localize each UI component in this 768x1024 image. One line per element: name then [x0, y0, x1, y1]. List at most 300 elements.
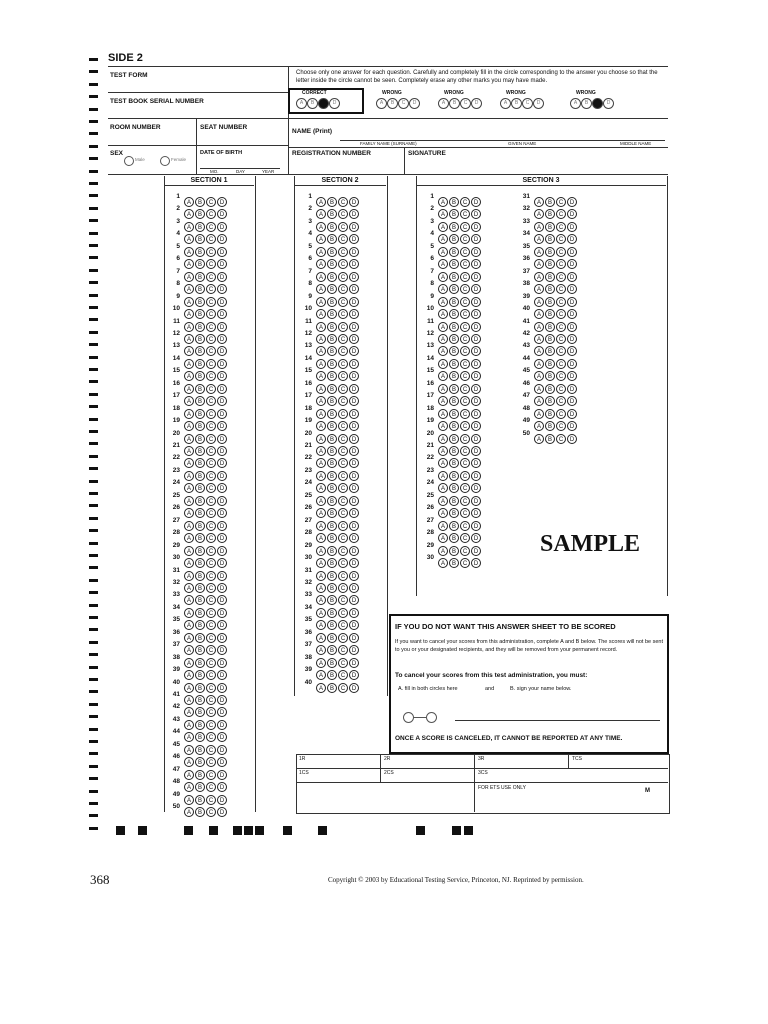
- answer-bubble[interactable]: D: [349, 458, 359, 468]
- answer-bubble[interactable]: A: [438, 209, 448, 219]
- answer-bubble[interactable]: B: [327, 334, 337, 344]
- answer-bubble[interactable]: C: [206, 234, 216, 244]
- answer-bubble[interactable]: A: [534, 322, 544, 332]
- answer-bubble[interactable]: D: [349, 595, 359, 605]
- answer-bubble[interactable]: C: [338, 434, 348, 444]
- answer-bubble[interactable]: A: [184, 471, 194, 481]
- answer-bubble[interactable]: B: [195, 720, 205, 730]
- answer-bubble[interactable]: A: [534, 346, 544, 356]
- answer-bubble[interactable]: C: [556, 297, 566, 307]
- answer-bubble[interactable]: D: [217, 745, 227, 755]
- answer-bubble[interactable]: C: [206, 583, 216, 593]
- answer-bubble[interactable]: B: [449, 209, 459, 219]
- answer-bubble[interactable]: C: [556, 197, 566, 207]
- answer-bubble[interactable]: B: [327, 434, 337, 444]
- answer-bubble[interactable]: A: [184, 795, 194, 805]
- answer-bubble[interactable]: D: [349, 645, 359, 655]
- answer-bubble[interactable]: A: [438, 272, 448, 282]
- answer-bubble[interactable]: B: [545, 309, 555, 319]
- answer-bubble[interactable]: A: [438, 222, 448, 232]
- answer-bubble[interactable]: C: [206, 446, 216, 456]
- answer-bubble[interactable]: D: [217, 234, 227, 244]
- answer-bubble[interactable]: D: [217, 807, 227, 817]
- answer-bubble[interactable]: C: [556, 247, 566, 257]
- answer-bubble[interactable]: D: [471, 346, 481, 356]
- answer-bubble[interactable]: B: [545, 409, 555, 419]
- answer-bubble[interactable]: D: [217, 396, 227, 406]
- answer-bubble[interactable]: D: [349, 346, 359, 356]
- answer-bubble[interactable]: D: [471, 396, 481, 406]
- answer-bubble[interactable]: B: [195, 359, 205, 369]
- answer-bubble[interactable]: B: [195, 757, 205, 767]
- answer-bubble[interactable]: B: [195, 683, 205, 693]
- answer-bubble[interactable]: A: [184, 396, 194, 406]
- answer-bubble[interactable]: D: [567, 209, 577, 219]
- answer-bubble[interactable]: D: [471, 483, 481, 493]
- answer-bubble[interactable]: A: [438, 197, 448, 207]
- answer-bubble[interactable]: A: [316, 209, 326, 219]
- answer-bubble[interactable]: B: [449, 421, 459, 431]
- answer-bubble[interactable]: C: [556, 272, 566, 282]
- answer-bubble[interactable]: A: [316, 683, 326, 693]
- answer-bubble[interactable]: A: [184, 558, 194, 568]
- answer-bubble[interactable]: C: [460, 458, 470, 468]
- answer-bubble[interactable]: A: [534, 421, 544, 431]
- answer-bubble[interactable]: A: [316, 259, 326, 269]
- answer-bubble[interactable]: A: [534, 371, 544, 381]
- answer-bubble[interactable]: A: [316, 197, 326, 207]
- answer-bubble[interactable]: D: [567, 421, 577, 431]
- answer-bubble[interactable]: A: [534, 334, 544, 344]
- answer-bubble[interactable]: D: [349, 496, 359, 506]
- answer-bubble[interactable]: D: [567, 297, 577, 307]
- answer-bubble[interactable]: A: [184, 683, 194, 693]
- answer-bubble[interactable]: C: [460, 384, 470, 394]
- answer-bubble[interactable]: B: [195, 670, 205, 680]
- answer-bubble[interactable]: B: [449, 434, 459, 444]
- answer-bubble[interactable]: C: [206, 259, 216, 269]
- answer-bubble[interactable]: C: [338, 533, 348, 543]
- answer-bubble[interactable]: C: [338, 483, 348, 493]
- answer-bubble[interactable]: C: [556, 334, 566, 344]
- answer-bubble[interactable]: B: [195, 458, 205, 468]
- answer-bubble[interactable]: C: [338, 396, 348, 406]
- answer-bubble[interactable]: C: [338, 683, 348, 693]
- answer-bubble[interactable]: B: [545, 384, 555, 394]
- answer-bubble[interactable]: B: [195, 346, 205, 356]
- answer-bubble[interactable]: C: [206, 371, 216, 381]
- answer-bubble[interactable]: D: [471, 322, 481, 332]
- answer-bubble[interactable]: D: [471, 546, 481, 556]
- answer-bubble[interactable]: D: [217, 322, 227, 332]
- answer-bubble[interactable]: B: [195, 209, 205, 219]
- answer-bubble[interactable]: D: [217, 658, 227, 668]
- answer-bubble[interactable]: C: [338, 571, 348, 581]
- answer-bubble[interactable]: B: [449, 409, 459, 419]
- answer-bubble[interactable]: C: [206, 458, 216, 468]
- answer-bubble[interactable]: D: [217, 334, 227, 344]
- answer-bubble[interactable]: A: [316, 409, 326, 419]
- answer-bubble[interactable]: B: [545, 434, 555, 444]
- answer-bubble[interactable]: C: [556, 359, 566, 369]
- answer-bubble[interactable]: D: [217, 633, 227, 643]
- answer-bubble[interactable]: D: [349, 508, 359, 518]
- answer-bubble[interactable]: D: [217, 695, 227, 705]
- answer-bubble[interactable]: B: [449, 384, 459, 394]
- answer-bubble[interactable]: C: [206, 645, 216, 655]
- answer-bubble[interactable]: B: [327, 409, 337, 419]
- answer-bubble[interactable]: D: [349, 670, 359, 680]
- answer-bubble[interactable]: B: [195, 770, 205, 780]
- answer-bubble[interactable]: C: [460, 434, 470, 444]
- answer-bubble[interactable]: D: [349, 222, 359, 232]
- answer-bubble[interactable]: A: [316, 309, 326, 319]
- answer-bubble[interactable]: B: [327, 322, 337, 332]
- answer-bubble[interactable]: D: [349, 421, 359, 431]
- answer-bubble[interactable]: D: [217, 595, 227, 605]
- answer-bubble[interactable]: B: [545, 359, 555, 369]
- answer-bubble[interactable]: D: [217, 757, 227, 767]
- answer-bubble[interactable]: A: [184, 595, 194, 605]
- answer-bubble[interactable]: D: [349, 371, 359, 381]
- answer-bubble[interactable]: D: [349, 608, 359, 618]
- answer-bubble[interactable]: D: [471, 371, 481, 381]
- answer-bubble[interactable]: C: [460, 234, 470, 244]
- answer-bubble[interactable]: D: [349, 272, 359, 282]
- answer-bubble[interactable]: D: [217, 732, 227, 742]
- answer-bubble[interactable]: A: [438, 521, 448, 531]
- answer-bubble[interactable]: C: [338, 558, 348, 568]
- answer-bubble[interactable]: D: [217, 546, 227, 556]
- answer-bubble[interactable]: C: [206, 732, 216, 742]
- answer-bubble[interactable]: A: [184, 334, 194, 344]
- answer-bubble[interactable]: D: [567, 359, 577, 369]
- answer-bubble[interactable]: D: [217, 782, 227, 792]
- answer-bubble[interactable]: B: [195, 608, 205, 618]
- answer-bubble[interactable]: C: [556, 322, 566, 332]
- answer-bubble[interactable]: B: [449, 322, 459, 332]
- answer-bubble[interactable]: A: [316, 508, 326, 518]
- answer-bubble[interactable]: C: [206, 284, 216, 294]
- answer-bubble[interactable]: A: [184, 421, 194, 431]
- answer-bubble[interactable]: D: [567, 222, 577, 232]
- answer-bubble[interactable]: C: [206, 807, 216, 817]
- answer-bubble[interactable]: C: [338, 645, 348, 655]
- answer-bubble[interactable]: C: [556, 284, 566, 294]
- answer-bubble[interactable]: C: [460, 521, 470, 531]
- answer-bubble[interactable]: B: [327, 234, 337, 244]
- answer-bubble[interactable]: D: [567, 284, 577, 294]
- answer-bubble[interactable]: C: [460, 259, 470, 269]
- answer-bubble[interactable]: A: [438, 309, 448, 319]
- answer-bubble[interactable]: A: [534, 247, 544, 257]
- answer-bubble[interactable]: B: [327, 571, 337, 581]
- answer-bubble[interactable]: C: [460, 396, 470, 406]
- answer-bubble[interactable]: C: [206, 546, 216, 556]
- answer-bubble[interactable]: A: [438, 496, 448, 506]
- answer-bubble[interactable]: A: [184, 309, 194, 319]
- answer-bubble[interactable]: C: [206, 222, 216, 232]
- answer-bubble[interactable]: C: [338, 234, 348, 244]
- answer-bubble[interactable]: A: [438, 234, 448, 244]
- answer-bubble[interactable]: D: [567, 197, 577, 207]
- answer-bubble[interactable]: D: [567, 396, 577, 406]
- answer-bubble[interactable]: C: [460, 483, 470, 493]
- answer-bubble[interactable]: D: [567, 384, 577, 394]
- answer-bubble[interactable]: D: [567, 371, 577, 381]
- answer-bubble[interactable]: C: [206, 496, 216, 506]
- answer-bubble[interactable]: B: [195, 508, 205, 518]
- answer-bubble[interactable]: B: [449, 471, 459, 481]
- answer-bubble[interactable]: A: [184, 234, 194, 244]
- answer-bubble[interactable]: A: [534, 309, 544, 319]
- answer-bubble[interactable]: B: [195, 795, 205, 805]
- answer-bubble[interactable]: A: [316, 434, 326, 444]
- answer-bubble[interactable]: B: [449, 508, 459, 518]
- answer-bubble[interactable]: B: [449, 496, 459, 506]
- answer-bubble[interactable]: D: [217, 620, 227, 630]
- answer-bubble[interactable]: D: [217, 558, 227, 568]
- answer-bubble[interactable]: A: [184, 546, 194, 556]
- answer-bubble[interactable]: D: [567, 234, 577, 244]
- answer-bubble[interactable]: B: [327, 658, 337, 668]
- answer-bubble[interactable]: B: [545, 209, 555, 219]
- answer-bubble[interactable]: C: [556, 396, 566, 406]
- answer-bubble[interactable]: A: [438, 458, 448, 468]
- answer-bubble[interactable]: B: [545, 322, 555, 332]
- answer-bubble[interactable]: A: [316, 384, 326, 394]
- answer-bubble[interactable]: D: [349, 384, 359, 394]
- answer-bubble[interactable]: B: [545, 222, 555, 232]
- answer-bubble[interactable]: D: [217, 209, 227, 219]
- answer-bubble[interactable]: D: [567, 322, 577, 332]
- answer-bubble[interactable]: D: [471, 297, 481, 307]
- answer-bubble[interactable]: C: [338, 284, 348, 294]
- answer-bubble[interactable]: D: [217, 458, 227, 468]
- answer-bubble[interactable]: D: [567, 434, 577, 444]
- answer-bubble[interactable]: C: [206, 745, 216, 755]
- answer-bubble[interactable]: C: [338, 371, 348, 381]
- answer-bubble[interactable]: A: [184, 732, 194, 742]
- answer-bubble[interactable]: D: [349, 334, 359, 344]
- answer-bubble[interactable]: D: [471, 533, 481, 543]
- answer-bubble[interactable]: C: [556, 409, 566, 419]
- answer-bubble[interactable]: A: [534, 384, 544, 394]
- answer-bubble[interactable]: D: [471, 558, 481, 568]
- answer-bubble[interactable]: C: [460, 533, 470, 543]
- answer-bubble[interactable]: D: [471, 421, 481, 431]
- answer-bubble[interactable]: A: [534, 396, 544, 406]
- answer-bubble[interactable]: A: [534, 434, 544, 444]
- answer-bubble[interactable]: C: [206, 197, 216, 207]
- answer-bubble[interactable]: B: [195, 645, 205, 655]
- answer-bubble[interactable]: B: [327, 197, 337, 207]
- answer-bubble[interactable]: D: [217, 533, 227, 543]
- answer-bubble[interactable]: B: [327, 683, 337, 693]
- answer-bubble[interactable]: B: [195, 707, 205, 717]
- answer-bubble[interactable]: D: [471, 334, 481, 344]
- answer-bubble[interactable]: D: [217, 770, 227, 780]
- answer-bubble[interactable]: C: [206, 658, 216, 668]
- answer-bubble[interactable]: A: [184, 508, 194, 518]
- answer-bubble[interactable]: A: [316, 234, 326, 244]
- answer-bubble[interactable]: D: [471, 284, 481, 294]
- answer-bubble[interactable]: C: [206, 633, 216, 643]
- answer-bubble[interactable]: B: [195, 583, 205, 593]
- answer-bubble[interactable]: B: [449, 272, 459, 282]
- answer-bubble[interactable]: D: [471, 384, 481, 394]
- answer-bubble[interactable]: A: [184, 782, 194, 792]
- answer-bubble[interactable]: C: [206, 209, 216, 219]
- answer-bubble[interactable]: B: [449, 247, 459, 257]
- answer-bubble[interactable]: D: [217, 309, 227, 319]
- answer-bubble[interactable]: B: [195, 483, 205, 493]
- answer-bubble[interactable]: A: [438, 546, 448, 556]
- answer-bubble[interactable]: A: [184, 209, 194, 219]
- answer-bubble[interactable]: A: [316, 645, 326, 655]
- answer-bubble[interactable]: B: [449, 222, 459, 232]
- answer-bubble[interactable]: A: [438, 434, 448, 444]
- answer-bubble[interactable]: C: [206, 695, 216, 705]
- answer-bubble[interactable]: C: [556, 384, 566, 394]
- answer-bubble[interactable]: C: [460, 272, 470, 282]
- answer-bubble[interactable]: D: [217, 259, 227, 269]
- answer-bubble[interactable]: C: [460, 558, 470, 568]
- answer-bubble[interactable]: C: [338, 633, 348, 643]
- answer-bubble[interactable]: D: [217, 508, 227, 518]
- answer-bubble[interactable]: D: [471, 222, 481, 232]
- answer-bubble[interactable]: B: [449, 284, 459, 294]
- answer-bubble[interactable]: D: [349, 620, 359, 630]
- answer-bubble[interactable]: B: [327, 546, 337, 556]
- answer-bubble[interactable]: A: [184, 645, 194, 655]
- answer-bubble[interactable]: B: [195, 247, 205, 257]
- answer-bubble[interactable]: C: [338, 658, 348, 668]
- answer-bubble[interactable]: D: [217, 297, 227, 307]
- answer-bubble[interactable]: D: [349, 658, 359, 668]
- answer-bubble[interactable]: A: [184, 496, 194, 506]
- answer-bubble[interactable]: D: [349, 209, 359, 219]
- answer-bubble[interactable]: A: [316, 421, 326, 431]
- answer-bubble[interactable]: B: [195, 633, 205, 643]
- answer-bubble[interactable]: A: [438, 359, 448, 369]
- answer-bubble[interactable]: B: [545, 421, 555, 431]
- answer-bubble[interactable]: B: [195, 384, 205, 394]
- answer-bubble[interactable]: C: [206, 571, 216, 581]
- answer-bubble[interactable]: B: [195, 222, 205, 232]
- answer-bubble[interactable]: A: [316, 595, 326, 605]
- answer-bubble[interactable]: C: [556, 434, 566, 444]
- answer-bubble[interactable]: B: [449, 521, 459, 531]
- answer-bubble[interactable]: C: [206, 508, 216, 518]
- answer-bubble[interactable]: C: [338, 222, 348, 232]
- answer-bubble[interactable]: A: [438, 409, 448, 419]
- answer-bubble[interactable]: B: [545, 371, 555, 381]
- answer-bubble[interactable]: B: [195, 558, 205, 568]
- answer-bubble[interactable]: D: [217, 608, 227, 618]
- answer-bubble[interactable]: B: [545, 284, 555, 294]
- answer-bubble[interactable]: A: [184, 297, 194, 307]
- answer-bubble[interactable]: A: [184, 521, 194, 531]
- answer-bubble[interactable]: A: [184, 620, 194, 630]
- answer-bubble[interactable]: C: [206, 334, 216, 344]
- answer-bubble[interactable]: B: [195, 434, 205, 444]
- answer-bubble[interactable]: B: [195, 496, 205, 506]
- answer-bubble[interactable]: B: [195, 272, 205, 282]
- answer-bubble[interactable]: B: [545, 396, 555, 406]
- answer-bubble[interactable]: D: [349, 409, 359, 419]
- answer-bubble[interactable]: A: [184, 359, 194, 369]
- answer-bubble[interactable]: D: [471, 508, 481, 518]
- answer-bubble[interactable]: C: [460, 284, 470, 294]
- answer-bubble[interactable]: A: [184, 222, 194, 232]
- answer-bubble[interactable]: A: [534, 359, 544, 369]
- answer-bubble[interactable]: A: [184, 583, 194, 593]
- answer-bubble[interactable]: C: [206, 595, 216, 605]
- answer-bubble[interactable]: B: [195, 421, 205, 431]
- answer-bubble[interactable]: C: [460, 359, 470, 369]
- answer-bubble[interactable]: C: [556, 209, 566, 219]
- answer-bubble[interactable]: A: [316, 371, 326, 381]
- answer-bubble[interactable]: B: [449, 309, 459, 319]
- cancel-signature-line[interactable]: [455, 720, 660, 721]
- answer-bubble[interactable]: C: [206, 782, 216, 792]
- answer-bubble[interactable]: C: [206, 707, 216, 717]
- answer-bubble[interactable]: A: [316, 297, 326, 307]
- answer-bubble[interactable]: C: [206, 272, 216, 282]
- answer-bubble[interactable]: A: [316, 458, 326, 468]
- answer-bubble[interactable]: B: [327, 670, 337, 680]
- answer-bubble[interactable]: B: [449, 234, 459, 244]
- answer-bubble[interactable]: C: [460, 209, 470, 219]
- answer-bubble[interactable]: B: [327, 309, 337, 319]
- answer-bubble[interactable]: C: [206, 297, 216, 307]
- answer-bubble[interactable]: A: [316, 359, 326, 369]
- answer-bubble[interactable]: A: [316, 533, 326, 543]
- answer-bubble[interactable]: A: [184, 284, 194, 294]
- answer-bubble[interactable]: B: [327, 222, 337, 232]
- answer-bubble[interactable]: A: [184, 571, 194, 581]
- answer-bubble[interactable]: D: [217, 359, 227, 369]
- answer-bubble[interactable]: D: [349, 683, 359, 693]
- answer-bubble[interactable]: C: [338, 458, 348, 468]
- answer-bubble[interactable]: D: [217, 409, 227, 419]
- answer-bubble[interactable]: A: [184, 707, 194, 717]
- answer-bubble[interactable]: B: [327, 446, 337, 456]
- answer-bubble[interactable]: C: [460, 334, 470, 344]
- answer-bubble[interactable]: D: [349, 284, 359, 294]
- answer-bubble[interactable]: A: [316, 272, 326, 282]
- answer-bubble[interactable]: A: [316, 247, 326, 257]
- answer-bubble[interactable]: A: [184, 409, 194, 419]
- answer-bubble[interactable]: C: [206, 483, 216, 493]
- answer-bubble[interactable]: A: [438, 247, 448, 257]
- answer-bubble[interactable]: C: [206, 471, 216, 481]
- answer-bubble[interactable]: D: [349, 434, 359, 444]
- answer-bubble[interactable]: A: [316, 483, 326, 493]
- answer-bubble[interactable]: D: [471, 458, 481, 468]
- answer-bubble[interactable]: D: [471, 434, 481, 444]
- answer-bubble[interactable]: A: [184, 434, 194, 444]
- answer-bubble[interactable]: C: [338, 309, 348, 319]
- answer-bubble[interactable]: B: [327, 209, 337, 219]
- answer-bubble[interactable]: B: [195, 259, 205, 269]
- answer-bubble[interactable]: A: [184, 197, 194, 207]
- answer-bubble[interactable]: B: [545, 234, 555, 244]
- answer-bubble[interactable]: A: [316, 521, 326, 531]
- answer-bubble[interactable]: C: [460, 309, 470, 319]
- answer-bubble[interactable]: C: [206, 309, 216, 319]
